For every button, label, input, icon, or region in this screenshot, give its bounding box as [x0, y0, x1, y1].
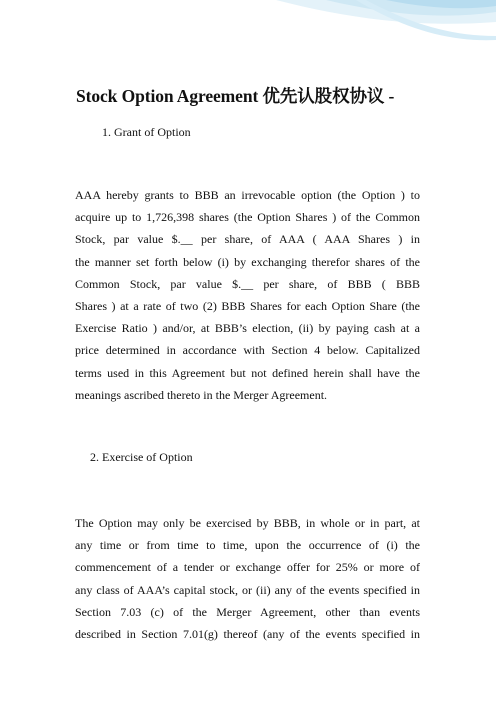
paragraph-line: acquire up to 1,726,398 shares (the Option Shares ) of the Common: [75, 210, 420, 225]
paragraph-line: Stock, par value $.__ per share, of AAA ( AAA Shares ) in: [75, 232, 420, 247]
paragraph-line: described in Section 7.01(g) thereof (any of the events specified in: [75, 626, 420, 641]
section-heading-grant-of-option: 1. Grant of Option: [102, 125, 191, 139]
document-title: Stock Option Agreement 优先认股权协议 -: [76, 86, 395, 106]
paragraph-line: Shares ) at a rate of two (2) BBB Shares for each Option Share (the: [75, 298, 420, 313]
paragraph-line: terms used in this Agreement but not defined herein shall have the: [75, 365, 420, 380]
paragraph-line: the manner set forth below (i) by exchanging therefor shares of the: [75, 254, 420, 269]
decorative-corner-swoosh: [236, 0, 496, 60]
section-paragraph-exercise-of-option: [75, 512, 420, 645]
paragraph-line: meanings ascribed thereto in the Merger Agreement.: [75, 387, 328, 402]
paragraph-line: AAA hereby grants to BBB an irrevocable option (the Option ) to: [75, 188, 420, 202]
section-heading-exercise-of-option: 2. Exercise of Option: [90, 450, 193, 464]
paragraph-line: commencement of a tender or exchange offer for 25% or more of: [75, 560, 420, 575]
paragraph-line: price determined in accordance with Section 4 below. Capitalized: [75, 343, 420, 358]
paragraph-line: Exercise Ratio ) and/or, at BBB’s election, (ii) by paying cash at a: [75, 321, 420, 336]
paragraph-line: Common Stock, par value $.__ per share, of BBB ( BBB: [75, 276, 420, 291]
paragraph-line: any class of AAA’s capital stock, or (ii) any of the events specified in: [75, 582, 420, 597]
paragraph-line: any time or from time to time, upon the occurrence of (i) the: [75, 538, 420, 553]
paragraph-line: The Option may only be exercised by BBB, in whole or in part, at: [75, 516, 420, 530]
section-paragraph-grant-of-option: [75, 184, 420, 406]
paragraph-line: Section 7.03 (c) of the Merger Agreement, other than events: [75, 604, 420, 619]
